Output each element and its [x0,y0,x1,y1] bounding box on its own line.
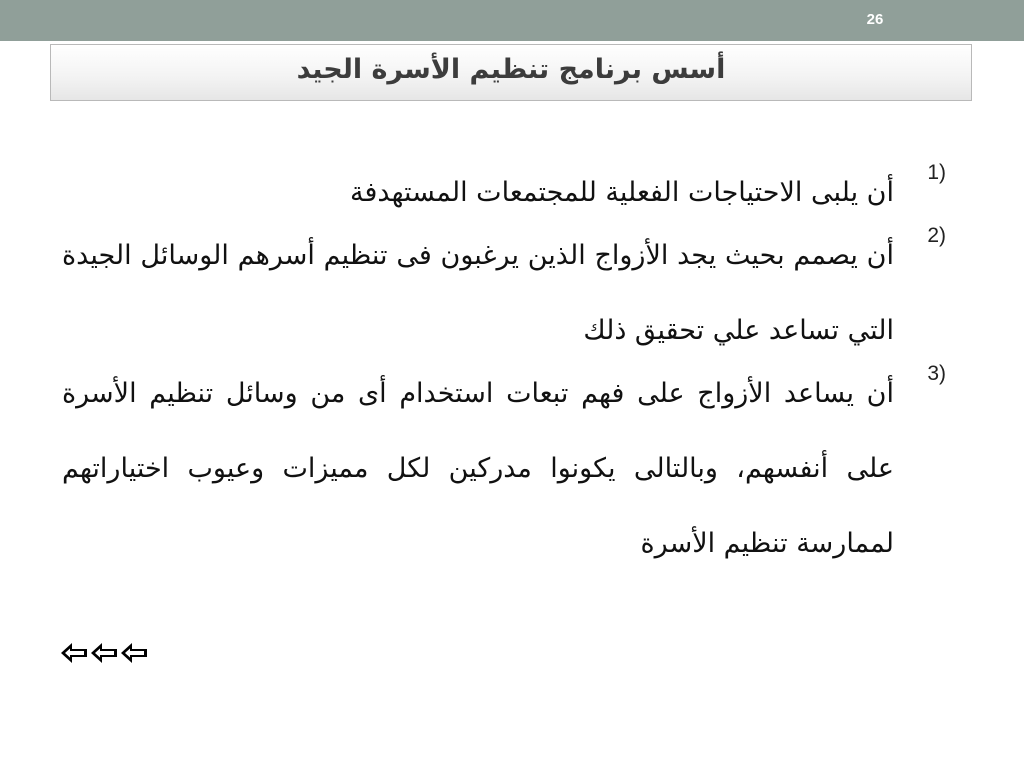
item-number: 2) [927,224,946,247]
arrow-left-icon[interactable] [120,640,148,666]
item-number: 3) [927,362,946,385]
nav-arrows[interactable] [60,640,148,666]
top-bar [0,0,1024,41]
list-item [62,356,952,581]
item-text: أن يلبى الاحتياجات الفعلية للمجتمعات المستهدفة [350,177,894,208]
slide-number: 26 [866,11,884,28]
item-text: أن يساعد الأزواج على فهم تبعات استخدام أى من وسائل تنظيم الأسرة على أنفسهم، وبالتالى يكونوا مدركين لكل مميزات وعيوب اختياراتهم لممارسة تنظيم الأسرة [62,378,894,559]
content-list [62,161,952,589]
arrow-left-icon[interactable] [60,640,88,666]
item-text: أن يصمم بحيث يجد الأزواج الذين يرغبون فى تنظيم أسرهم الوسائل الجيدة التي تساعد علي تحقيق ذلك [62,240,894,346]
item-number: 1) [927,161,946,184]
list-item [62,218,952,368]
slide-title: أسس برنامج تنظيم الأسرة الجيد [296,54,726,85]
arrow-left-icon[interactable] [90,640,118,666]
title-box [50,44,972,101]
